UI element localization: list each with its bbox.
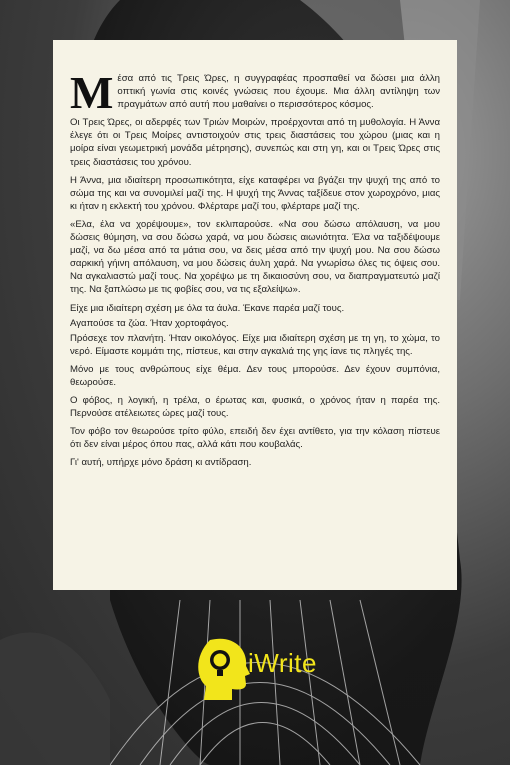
paragraph-6: Αγαπούσε τα ζώα. Ήταν χορτοφάγος. (70, 317, 229, 329)
paragraph-4: «Ελα, έλα να χορέψουμε», τον εκλιπαρούσε. «Να σου δώσω απόλαυση, να μου δώσεις θύμηση, να σου δώσω χαρά, να μου δώσεις αιωνιότητα. Έλα να ταξιδέψουμε μαζί, να δω μέσα από τα μάτια σου, να δεις μέσα από την ψυχή μου. Να σου δώσω σαρκική γήινη απόλαυση, να μου δώσεις άυλη χαρά. Να γνωρίσω όλες τις όψεις σου. Να αγκαλιαστώ μαζί τους. Να χορέψω με τη δικαιοσύνη σου, να διαπραγματευτώ μαζί της. Να ξαπλώσω με τις φοβίες σου, να τις εξαλείψω». (70, 218, 440, 296)
paragraph-10: Τον φόβο τον θεωρούσε τρίτο φύλο, επειδή δεν έχει αντίθετο, για την κόλαση πίστευε ότι δεν είναι μέρος όπου πας, αλλά κάτι που κουβαλάς. (70, 426, 440, 451)
paragraph-11: Γι' αυτή, υπήρχε μόνο δράση κι αντίδραση. (70, 457, 252, 469)
drop-cap: Μ (70, 67, 114, 118)
text-panel (53, 40, 457, 590)
paragraph-3: Η Άννα, μια ιδιαίτερη προσωπικότητα, είχε καταφέρει να βγάζει την ψυχή της από το σώμα της και να συνομιλεί μαζί της. Η ψυχή της Άννας ταξίδευε στον χωροχρόνο, μιας κι ήταν η εκλεκτή του χρόνου. Φλέρταρε μαζί του, φλέρταρε μαζί της. (70, 174, 440, 212)
paragraph-7: Πρόσεχε τον πλανήτη. Ήταν οικολόγος. Είχε μια ιδιαίτερη σχέση με τη γη, το χώμα, το νερό. Είμαστε κομμάτι της, πίστευε, και στην αγκαλιά της γης ίανε τις πληγές της. (70, 332, 440, 357)
paragraph-8: Μόνο με τους ανθρώπους είχε θέμα. Δεν τους μπορούσε. Δεν έχουν συμπόνια, θεωρούσε. (70, 363, 440, 388)
paragraph-1: έσα από τις Τρεις Ώρες, η συγγραφέας προσπαθεί να δώσει μια άλλη οπτική γωνία στις κοινές γνώσεις που έχουμε. Μια άλλη αντίληψη των πραγμάτων από αυτή που μαθαίνει ο περισσότερος κόσμος. (117, 73, 440, 111)
paragraph-2: Οι Τρεις Ώρες, οι αδερφές των Τριών Μοιρών, προέρχονται από τη μυθολογία. Η Άννα έλεγε ότι οι Τρεις Μοίρες αντιστοιχούν στις τρεις διαστάσεις του χώρου (μιας και η μοίρα είναι γεωμετρική μονάδα μέτρησης), συνεπώς και στη γη, και οι Τρεις Ώρες στις τρεις διαστάσεις του χρόνου. (70, 117, 440, 168)
paragraph-9: Ο φόβος, η λογική, η τρέλα, ο έρωτας και, φυσικά, ο χρόνος ήταν η παρέα της. Περνούσε ατέλειωτες ώρες μαζί τους. (70, 395, 440, 420)
brand-name: iWrite (248, 648, 317, 678)
paragraph-5: Είχε μια ιδιαίτερη σχέση με όλα τα άυλα. Έκανε παρέα μαζί τους. (70, 302, 345, 314)
